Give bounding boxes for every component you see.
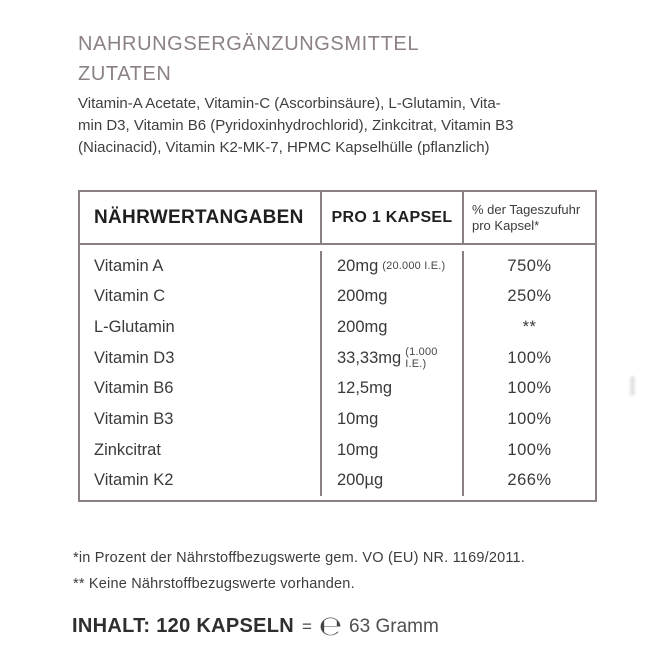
amount-note: (20.000 I.E.) [382,260,446,273]
ingredients-line-2: min D3, Vitamin B6 (Pyridoxinhydrochlorid), Zinkcitrat, Vitamin B3 [78,117,514,134]
estimated-sign-icon: ℮ [318,610,343,642]
content-quantity-line [72,610,439,642]
amount-value: 200mg [337,318,388,337]
nutrition-table-body [80,245,595,500]
table-row-amount [320,465,462,496]
table-row-name: Vitamin D3 [94,348,175,367]
ingredients-heading: ZUTATEN [78,63,172,85]
content-capsule-count: INHALT: 120 KAPSELN [72,615,295,637]
table-row-name: Vitamin A [94,256,164,275]
equals-sign: = [302,616,312,636]
edge-artifact [630,376,635,396]
header-daily-percent [462,192,595,243]
content-weight: 63 Gramm [349,615,439,637]
table-row-daily: ** [462,312,595,343]
table-row-amount [320,435,462,466]
amount-value: 20mg [337,256,379,275]
amount-value: 10mg [337,440,379,459]
table-row-daily: 100% [462,374,595,405]
amount-value: 200mg [337,287,388,306]
table-row-daily: 100% [462,435,595,466]
table-row-daily: 266% [462,465,595,496]
table-row-daily: 100% [462,404,595,435]
ingredients-line-1: Vitamin-A Acetate, Vitamin-C (Ascorbinsäure), L-Glutamin, Vita- [78,95,501,112]
header-daily-percent-line1: % der Tageszufuhr [472,201,581,217]
amount-value: 200µg [337,471,384,490]
footnote-daily-reference: *in Prozent der Nährstoffbezugswerte gem. VO (EU) NR. 1169/2011. [73,550,526,566]
table-row-amount [320,343,462,374]
table-row-daily: 750% [462,251,595,282]
table-row-amount [320,282,462,313]
footnote-no-reference: ** Keine Nährstoffbezugswerte vorhanden. [73,576,355,592]
header-per-capsule: PRO 1 KAPSEL [320,192,462,243]
amount-value: 10mg [337,409,379,428]
table-row-name: Vitamin B6 [94,379,174,398]
table-row-amount [320,251,462,282]
header-nutrients: NÄHRWERTANGABEN [94,206,304,228]
nutrition-table [78,190,597,502]
table-row-name: Vitamin C [94,287,166,306]
table-row-name: L-Glutamin [94,318,175,337]
table-row-amount [320,312,462,343]
table-row-name: Vitamin B3 [94,409,174,428]
page-title: NAHRUNGSERGÄNZUNGSMITTEL [78,33,420,55]
nutrition-table-header [80,192,595,245]
table-row-daily: 250% [462,282,595,313]
amount-value: 33,33mg [337,348,402,367]
table-row-daily: 100% [462,343,595,374]
ingredients-line-3: (Niacinacid), Vitamin K2-MK-7, HPMC Kapselhülle (pflanzlich) [78,139,490,156]
table-row-name: Zinkcitrat [94,440,161,459]
footnotes [73,545,525,597]
table-row-amount [320,374,462,405]
header-daily-percent-line2: pro Kapsel* [472,217,540,233]
ingredients-text [78,93,558,159]
table-row-name: Vitamin K2 [94,471,174,490]
table-row-amount [320,404,462,435]
amount-note: (1.000 I.E.) [405,346,438,371]
amount-value: 12,5mg [337,379,393,398]
